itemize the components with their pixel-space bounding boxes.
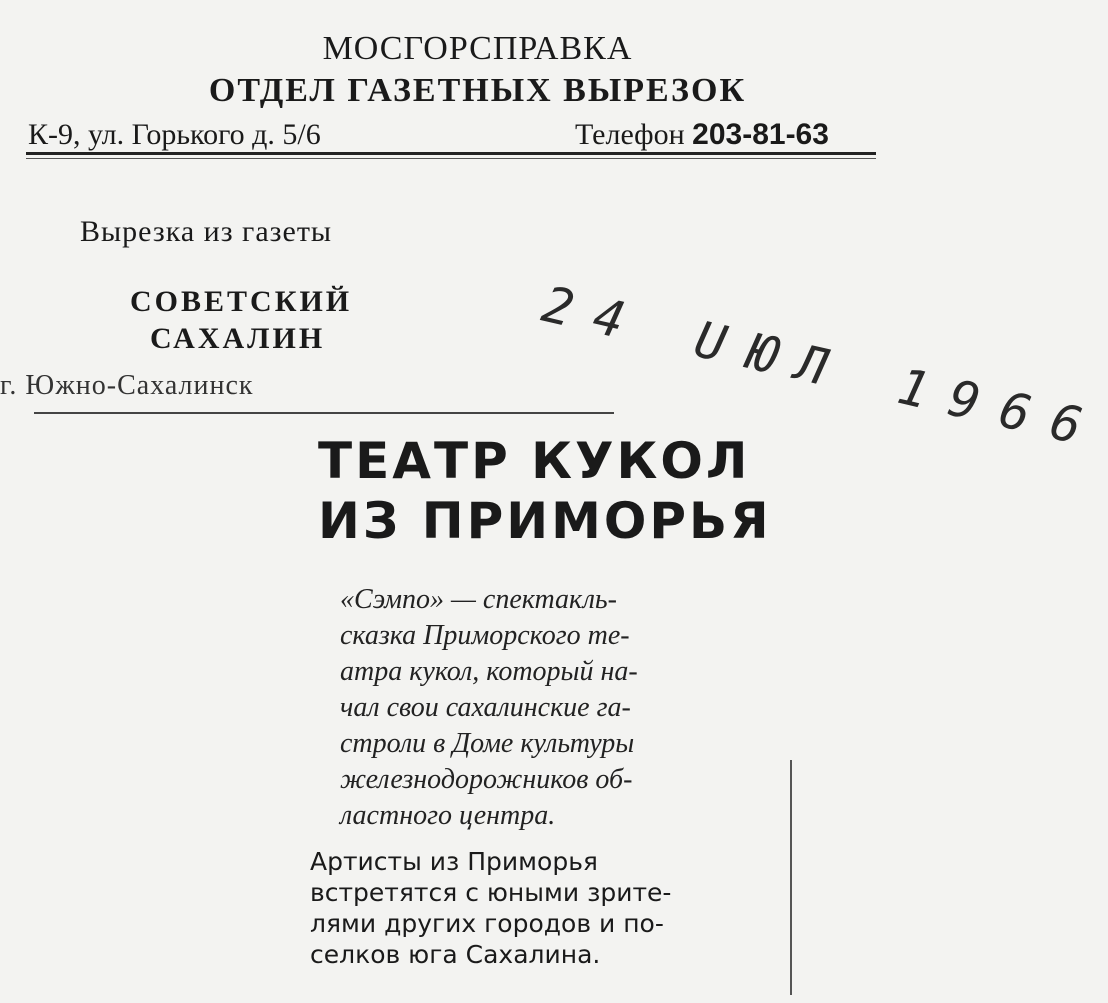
phone: [575, 118, 829, 152]
lead-line: строли в Доме культуры: [340, 728, 635, 759]
lead-line: ластного центра.: [340, 800, 556, 831]
lead-line: железнодорожников об-: [340, 764, 633, 795]
date-stamp: 24 UЮЛ 1966: [536, 275, 1108, 461]
body-line: встретятся с юными зрите-: [310, 878, 672, 907]
source-rule: [34, 412, 614, 414]
org-name: МОСГОРСПРАВКА: [322, 30, 633, 67]
lead-line: «Сэмпо» — спектакль-: [340, 584, 617, 615]
header-rule-thin: [26, 158, 876, 159]
source-label: Вырезка из газеты: [80, 215, 333, 248]
newspaper-city: г. Южно-Сахалинск: [0, 370, 254, 401]
column-rule: [790, 760, 792, 995]
article-body: [310, 846, 780, 970]
lead-line: чал свои сахалинские га-: [340, 692, 631, 723]
lead-line: сказка Приморского те-: [340, 620, 630, 651]
department-name: ОТДЕЛ ГАЗЕТНЫХ ВЫРЕЗОК: [208, 72, 747, 109]
headline-line2: ИЗ ПРИМОРЬЯ: [318, 492, 772, 550]
body-line: лями других городов и по-: [310, 909, 664, 938]
body-line: селков юга Сахалина.: [310, 940, 601, 969]
newspaper-name-line2: САХАЛИН: [150, 322, 326, 355]
newspaper-name-line1: СОВЕТСКИЙ: [130, 285, 353, 318]
body-line: Артисты из Приморья: [310, 847, 598, 876]
phone-label: Телефон: [575, 118, 685, 151]
article-lead: [340, 582, 780, 834]
address: К-9, ул. Горького д. 5/6: [28, 118, 321, 151]
headline-line1: ТЕАТР КУКОЛ: [318, 432, 751, 490]
phone-number: 203-81-63: [692, 118, 829, 151]
header-rule: [26, 152, 876, 155]
lead-line: атра кукол, который на-: [340, 656, 638, 687]
